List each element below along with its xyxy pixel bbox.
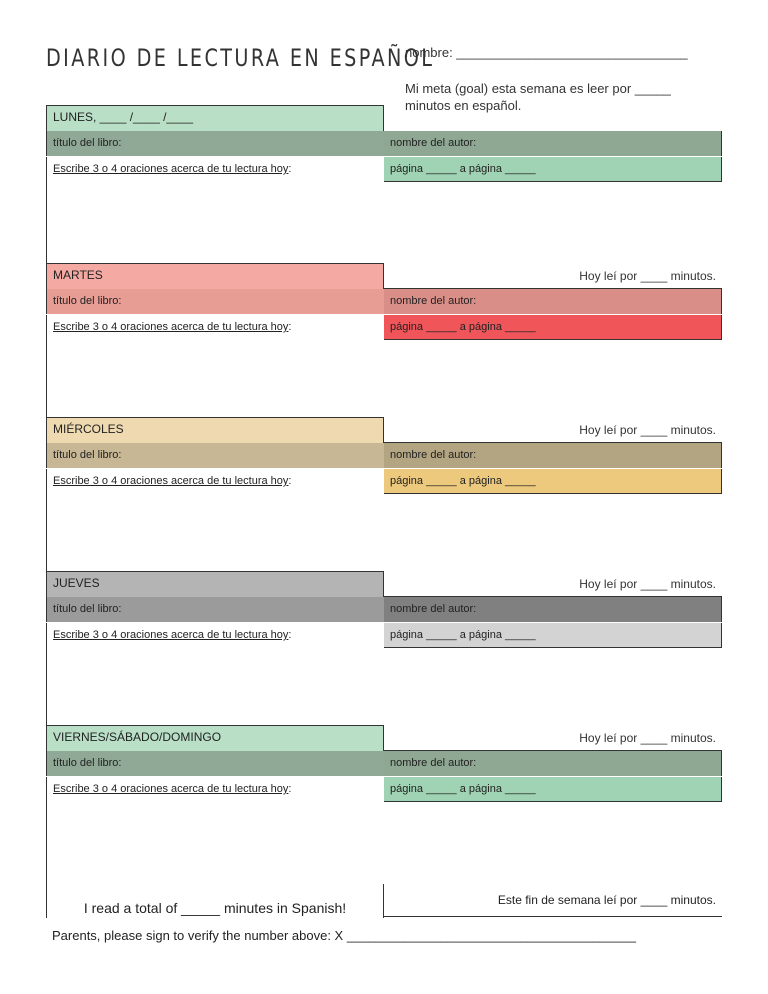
pages-field[interactable]: página _____ a página _____ bbox=[384, 623, 722, 648]
author-field[interactable]: nombre del autor: bbox=[384, 751, 722, 776]
section-divider bbox=[384, 288, 722, 289]
weekend-divider bbox=[384, 916, 722, 917]
day-header: VIERNES/SÁBADO/DOMINGO bbox=[46, 725, 384, 751]
write-prompt-text: Escribe 3 o 4 oraciones acerca de tu lectura hoy bbox=[53, 629, 289, 641]
write-prompt bbox=[46, 623, 384, 648]
pages-field[interactable]: página _____ a página _____ bbox=[384, 777, 722, 802]
book-title-field[interactable]: título del libro: bbox=[46, 131, 384, 156]
minutes-read-text[interactable]: Hoy leí por ____ minutos. bbox=[579, 423, 716, 437]
writing-area[interactable] bbox=[46, 494, 47, 571]
total-minutes-text[interactable]: I read a total of _____ minutes in Spanish! bbox=[83, 900, 347, 916]
day-header: LUNES, ____ /____ /____ bbox=[46, 105, 384, 131]
pages-field[interactable]: página _____ a página _____ bbox=[384, 315, 722, 340]
minutes-read-text[interactable]: Hoy leí por ____ minutos. bbox=[579, 731, 716, 745]
pages-field[interactable]: página _____ a página _____ bbox=[384, 157, 722, 182]
section-divider bbox=[384, 442, 722, 443]
write-prompt bbox=[46, 157, 384, 182]
writing-area[interactable] bbox=[46, 182, 47, 263]
write-prompt-text: Escribe 3 o 4 oraciones acerca de tu lectura hoy bbox=[53, 163, 289, 175]
write-prompt-colon: : bbox=[288, 629, 292, 641]
write-prompt-colon: : bbox=[288, 783, 292, 795]
write-prompt-colon: : bbox=[288, 321, 292, 333]
section-divider bbox=[384, 750, 722, 751]
book-title-field[interactable]: título del libro: bbox=[46, 597, 384, 622]
write-prompt-colon: : bbox=[288, 475, 292, 487]
day-header: MARTES bbox=[46, 263, 384, 289]
write-prompt-text: Escribe 3 o 4 oraciones acerca de tu lectura hoy bbox=[53, 321, 289, 333]
write-prompt bbox=[46, 469, 384, 494]
write-prompt-text: Escribe 3 o 4 oraciones acerca de tu lectura hoy bbox=[53, 783, 289, 795]
book-title-field[interactable]: título del libro: bbox=[46, 751, 384, 776]
writing-area[interactable] bbox=[46, 648, 47, 725]
section-divider bbox=[384, 596, 722, 597]
author-field[interactable]: nombre del autor: bbox=[384, 131, 722, 156]
author-field[interactable]: nombre del autor: bbox=[384, 289, 722, 314]
weekend-minutes-text[interactable]: Este fin de semana leí por ____ minutos. bbox=[497, 893, 716, 907]
parent-signature-line[interactable]: Parents, please sign to verify the number above: X ________________________________________ bbox=[52, 928, 637, 943]
nombre-field[interactable]: nombre: ________________________________ bbox=[405, 45, 688, 60]
day-header: JUEVES bbox=[46, 571, 384, 597]
book-title-field[interactable]: título del libro: bbox=[46, 289, 384, 314]
write-prompt bbox=[46, 777, 384, 802]
pages-field[interactable]: página _____ a página _____ bbox=[384, 469, 722, 494]
day-header: MIÉRCOLES bbox=[46, 417, 384, 443]
write-prompt-text: Escribe 3 o 4 oraciones acerca de tu lectura hoy bbox=[53, 475, 289, 487]
minutes-read-text[interactable]: Hoy leí por ____ minutos. bbox=[579, 269, 716, 283]
goal-line-2: minutos en español. bbox=[405, 98, 522, 113]
author-field[interactable]: nombre del autor: bbox=[384, 443, 722, 468]
goal-line-1[interactable]: Mi meta (goal) esta semana es leer por _____ bbox=[405, 81, 671, 96]
writing-area[interactable] bbox=[46, 340, 47, 417]
page-title: DIARIO DE LECTURA EN ESPAÑOL bbox=[46, 44, 435, 72]
writing-area[interactable] bbox=[46, 802, 47, 884]
author-field[interactable]: nombre del autor: bbox=[384, 597, 722, 622]
book-title-field[interactable]: título del libro: bbox=[46, 443, 384, 468]
write-prompt-colon: : bbox=[288, 163, 292, 175]
write-prompt bbox=[46, 315, 384, 340]
minutes-read-text[interactable]: Hoy leí por ____ minutos. bbox=[579, 577, 716, 591]
